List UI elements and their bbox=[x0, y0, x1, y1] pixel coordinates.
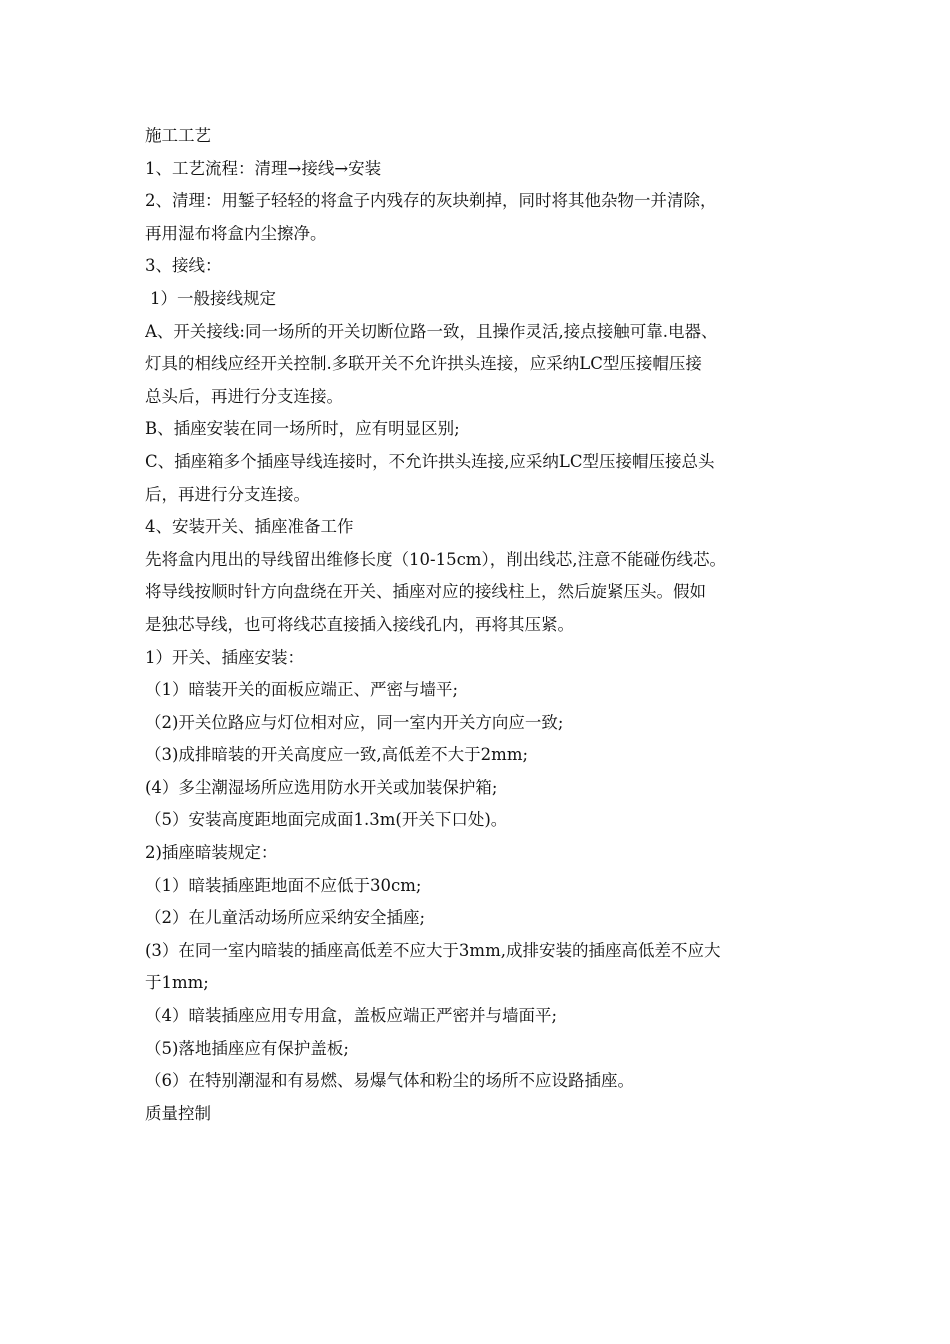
socket-rule-2: （2）在儿童活动场所应采纳安全插座; bbox=[145, 908, 426, 928]
document-body bbox=[145, 120, 825, 1130]
subheading-general-wiring-rules: 1）一般接线规定 bbox=[150, 288, 276, 308]
step-1-process-flow: 1、工艺流程：清理→接线→安装 bbox=[145, 158, 382, 178]
preparation-text-2: 将导线按顺时针方向盘绕在开关、插座对应的接线柱上，然后旋紧压头。假如 bbox=[145, 582, 706, 602]
step-2-cleaning: 2、清理：用錾子轻轻的将盒子内残存的灰块剃掉，同时将其他杂物一并清除， bbox=[145, 191, 717, 211]
socket-rule-6: （6）在特别潮湿和有易燃、易爆气体和粉尘的场所不应设路插座。 bbox=[145, 1071, 634, 1091]
preparation-text-1: 先将盒内甩出的导线留出维修长度（10-15cm），削出线芯,注意不能碰伤线芯。 bbox=[145, 549, 726, 569]
rule-a-switch-wiring-cont-1: 灯具的相线应经开关控制.多联开关不允许拱头连接，应采纳LC型压接帽压接 bbox=[145, 354, 702, 374]
switch-rule-2: （2)开关位路应与灯位相对应，同一室内开关方向应一致; bbox=[145, 712, 564, 732]
rule-b-socket-install: B、插座安装在同一场所时，应有明显区别; bbox=[145, 419, 460, 439]
step-4-preparation: 4、安装开关、插座准备工作 bbox=[145, 517, 354, 537]
step-3-wiring: 3、接线： bbox=[145, 256, 222, 276]
step-2-cleaning-cont: 再用湿布将盒内尘擦净。 bbox=[145, 223, 327, 243]
switch-rule-3: （3)成排暗装的开关高度应一致,高低差不大于2mm; bbox=[145, 745, 529, 765]
socket-rule-3-cont: 于1mm; bbox=[145, 973, 209, 993]
rule-a-switch-wiring: A、开关接线:同一场所的开关切断位路一致，且操作灵活,接点接触可靠.电器、 bbox=[145, 321, 718, 341]
switch-rule-5: （5）安装高度距地面完成面1.3m(开关下口处)。 bbox=[145, 810, 508, 830]
subheading-socket-concealed-rules: 2)插座暗装规定： bbox=[145, 843, 278, 863]
subheading-switch-socket-install: 1）开关、插座安装： bbox=[145, 647, 304, 667]
rule-c-socket-box: C、插座箱多个插座导线连接时，不允许拱头连接,应采纳LC型压接帽压接总头 bbox=[145, 451, 715, 471]
socket-rule-4: （4）暗装插座应用专用盒，盖板应端正严密并与墙面平; bbox=[145, 1006, 558, 1026]
rule-c-socket-box-cont: 后，再进行分支连接。 bbox=[145, 484, 310, 504]
socket-rule-3: (3）在同一室内暗装的插座高低差不应大于3mm,成排安装的插座高低差不应大 bbox=[145, 940, 721, 960]
preparation-text-3: 是独芯导线，也可将线芯直接插入接线孔内，再将其压紧。 bbox=[145, 614, 574, 634]
switch-rule-1: （1）暗装开关的面板应端正、严密与墙平; bbox=[145, 680, 459, 700]
section-title: 施工工艺 bbox=[145, 126, 211, 145]
rule-a-switch-wiring-cont-2: 总头后，再进行分支连接。 bbox=[145, 386, 343, 406]
switch-rule-4: (4）多尘潮湿场所应选用防水开关或加装保护箱; bbox=[145, 777, 498, 797]
section-heading-quality-control: 质量控制 bbox=[145, 1103, 211, 1123]
socket-rule-5: （5)落地插座应有保护盖板; bbox=[145, 1038, 349, 1058]
socket-rule-1: （1）暗装插座距地面不应低于30cm; bbox=[145, 875, 422, 895]
